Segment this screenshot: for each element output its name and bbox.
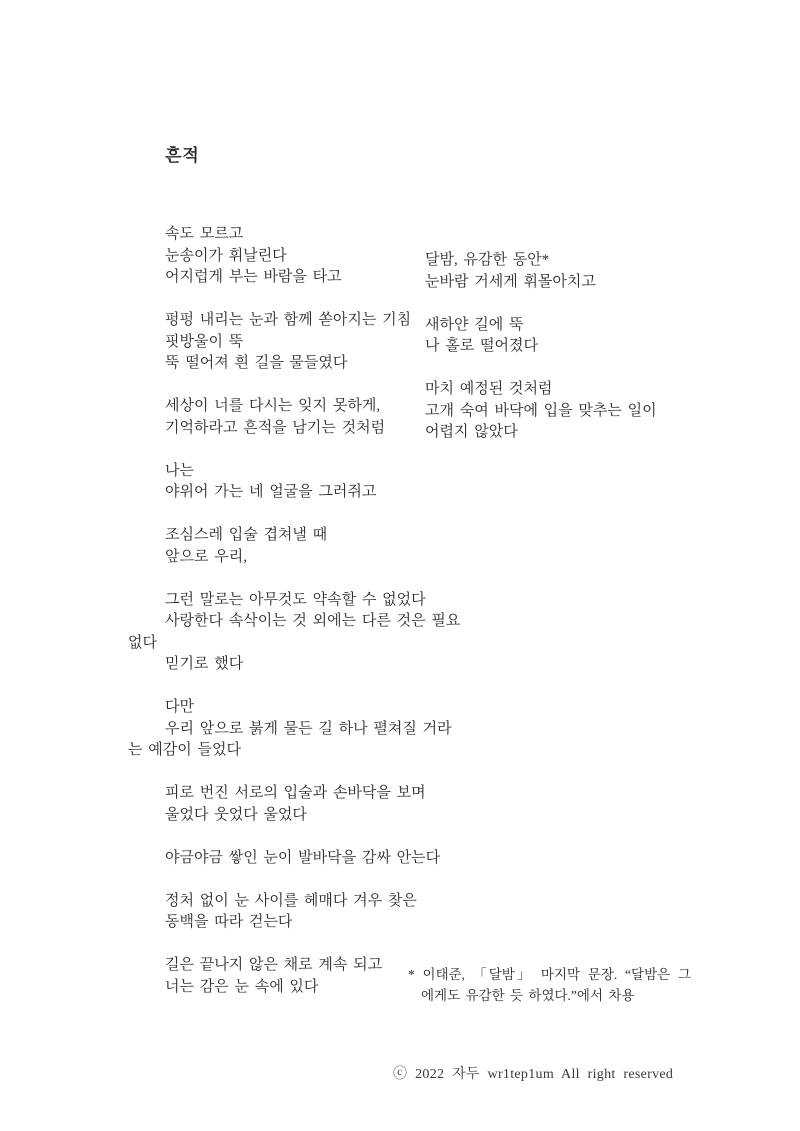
poem-line: 정처 없이 눈 사이를 헤매다 겨우 찾은 bbox=[165, 892, 417, 909]
poem-line: 우리 앞으로 붉게 물든 길 하나 펼쳐질 거라 bbox=[165, 720, 452, 737]
poem-line-wrap: 는 예감이 들었다 bbox=[128, 742, 241, 758]
poem-line: 기억하라고 흔적을 남기는 것처럼 bbox=[165, 419, 386, 436]
stanza-7 bbox=[128, 697, 452, 762]
poem-line: 야위어 가는 네 얼굴을 그러쥐고 bbox=[165, 484, 377, 500]
poem-line: 뚝 떨어져 흰 길을 물들였다 bbox=[165, 355, 348, 371]
poem-line: 어렵지 않았다 bbox=[425, 424, 518, 440]
poem-line: 핏방울이 뚝 bbox=[165, 333, 244, 350]
poem-line: 눈송이가 휘날린다 bbox=[165, 247, 287, 264]
stanza-3 bbox=[128, 396, 423, 439]
poem-line-wrap: 없다 bbox=[128, 634, 157, 651]
poem-line: 믿기로 했다 bbox=[165, 656, 244, 672]
poem-line: 사랑한다 속삭이는 것 외에는 다른 것은 필요 bbox=[165, 613, 461, 629]
poem-title: 흔적 bbox=[165, 146, 200, 166]
poem-line: 어지럽게 부는 바람을 타고 bbox=[165, 269, 342, 285]
poem-line: 피로 번진 서로의 입술과 손바닥을 보며 bbox=[165, 785, 426, 801]
poem-line: 눈바람 거세게 휘몰아치고 bbox=[425, 273, 596, 290]
footnote-line: * 이태준, 「달밤」 마지막 문장. “달밤은 그 bbox=[408, 967, 691, 982]
poem-line-with-footnote-marker: 달밤, 유감한 동안* bbox=[425, 252, 550, 268]
stanza-1 bbox=[128, 224, 423, 289]
poem-line: 나 홀로 떨어졌다 bbox=[425, 338, 538, 354]
poem-line: 속도 모르고 bbox=[165, 226, 244, 242]
stanza-10 bbox=[128, 891, 423, 934]
stanza-4 bbox=[128, 461, 423, 504]
stanza-8 bbox=[128, 783, 426, 826]
poem-line: 세상이 너를 다시는 잊지 못하게, bbox=[165, 398, 381, 414]
stanza-9 bbox=[128, 848, 441, 870]
stanza-14 bbox=[425, 379, 695, 444]
poem-line: 울었다 웃었다 울었다 bbox=[165, 806, 307, 823]
stanza-11 bbox=[128, 955, 423, 998]
stanza-5 bbox=[128, 525, 423, 568]
poem-line: 새하얀 길에 뚝 bbox=[425, 316, 524, 333]
poem-line: 길은 끝나지 않은 채로 계속 되고 bbox=[165, 957, 383, 973]
footnote-line: 에게도 유감한 듯 하였다.”에서 차용 bbox=[421, 988, 635, 1003]
poem-left-column bbox=[128, 224, 461, 1020]
poem-line: 너는 감은 눈 속에 있다 bbox=[165, 978, 319, 995]
poem-line: 펑펑 내리는 눈과 함께 쏟아지는 기침 bbox=[165, 312, 412, 328]
stanza-6 bbox=[128, 590, 461, 676]
poem-line: 동백을 따라 걷는다 bbox=[165, 914, 293, 930]
poem-line: 고개 숙여 바닥에 입을 맞추는 일이 bbox=[425, 402, 657, 419]
poem-right-column bbox=[425, 250, 695, 465]
poem-line: 나는 bbox=[165, 462, 194, 479]
poem-line: 그런 말로는 아무것도 약속할 수 없었다 bbox=[165, 591, 426, 608]
poem-line: 앞으로 우리, bbox=[165, 548, 247, 565]
poem-line: 조심스레 입술 겹쳐낼 때 bbox=[165, 527, 328, 543]
stanza-13 bbox=[425, 315, 695, 358]
copyright-notice: ⓒ 2022 자두 wr1tep1um All right reserved bbox=[393, 1067, 674, 1082]
stanza-2 bbox=[128, 310, 423, 375]
poem-line: 다만 bbox=[165, 699, 194, 715]
footnote bbox=[408, 964, 691, 1006]
poem-line: 마치 예정된 것처럼 bbox=[425, 381, 553, 397]
stanza-12 bbox=[425, 250, 695, 293]
poem-line: 야금야금 쌓인 눈이 발바닥을 감싸 안는다 bbox=[165, 849, 441, 866]
